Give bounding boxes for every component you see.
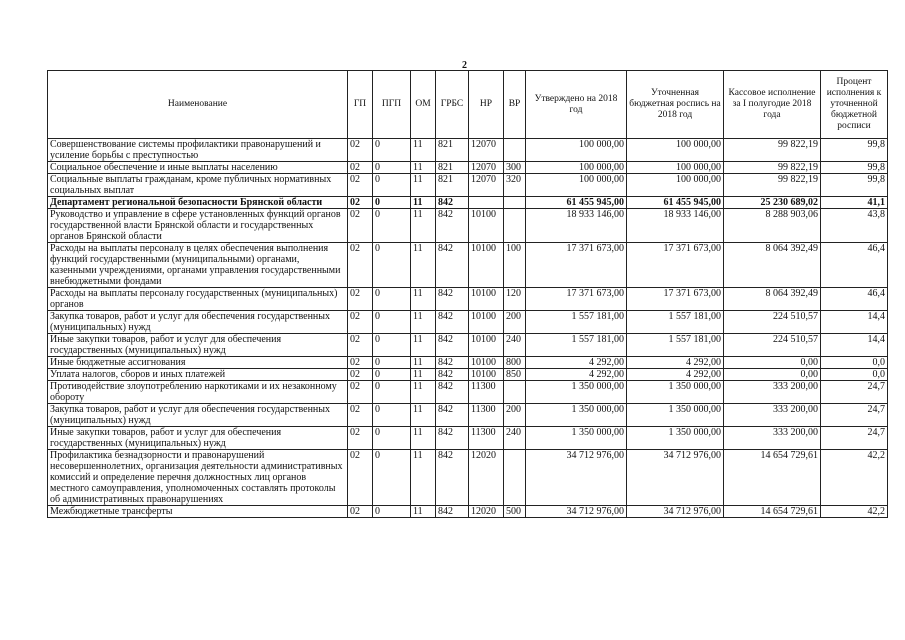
cell-gp: 02 [348, 369, 373, 381]
table-row [48, 209, 888, 243]
table-row [48, 162, 888, 174]
cell-grbs: 842 [436, 369, 469, 381]
cell-name: Расходы на выплаты персоналу государственных (муниципальных) органов [48, 288, 348, 311]
cell-percent: 24,7 [821, 404, 888, 427]
cell-name: Закупка товаров, работ и услуг для обеспечения государственных (муниципальных) нужд [48, 404, 348, 427]
table-row [48, 243, 888, 288]
cell-om: 11 [411, 139, 436, 162]
cell-cash: 224 510,57 [724, 334, 821, 357]
cell-np: 12070 [469, 139, 504, 162]
cell-updated: 4 292,00 [627, 357, 724, 369]
cell-vr: 850 [504, 369, 526, 381]
header-om: ОМ [411, 71, 436, 139]
table-row [48, 404, 888, 427]
cell-updated: 1 557 181,00 [627, 311, 724, 334]
cell-grbs: 842 [436, 243, 469, 288]
cell-ppgp: 0 [373, 450, 411, 506]
cell-updated: 1 557 181,00 [627, 334, 724, 357]
cell-vr [504, 139, 526, 162]
cell-grbs: 821 [436, 162, 469, 174]
cell-ppgp: 0 [373, 209, 411, 243]
cell-gp: 02 [348, 162, 373, 174]
cell-approved: 61 455 945,00 [526, 197, 627, 209]
cell-approved: 34 712 976,00 [526, 506, 627, 518]
cell-np: 10100 [469, 209, 504, 243]
cell-np: 10100 [469, 357, 504, 369]
cell-approved: 4 292,00 [526, 369, 627, 381]
cell-updated: 1 350 000,00 [627, 381, 724, 404]
cell-ppgp: 0 [373, 197, 411, 209]
cell-approved: 18 933 146,00 [526, 209, 627, 243]
table-row [48, 369, 888, 381]
cell-gp: 02 [348, 311, 373, 334]
cell-name: Иные закупки товаров, работ и услуг для обеспечения государственных (муниципальных) нужд [48, 427, 348, 450]
header-name: Наименование [48, 71, 348, 139]
table-body [48, 139, 888, 518]
cell-np: 11300 [469, 404, 504, 427]
cell-vr [504, 381, 526, 404]
cell-percent: 24,7 [821, 381, 888, 404]
cell-cash: 333 200,00 [724, 427, 821, 450]
cell-np [469, 197, 504, 209]
cell-gp: 02 [348, 197, 373, 209]
cell-gp: 02 [348, 450, 373, 506]
cell-updated: 4 292,00 [627, 369, 724, 381]
cell-grbs: 842 [436, 197, 469, 209]
cell-percent: 46,4 [821, 243, 888, 288]
cell-approved: 17 371 673,00 [526, 288, 627, 311]
cell-ppgp: 0 [373, 427, 411, 450]
cell-np: 10100 [469, 288, 504, 311]
table-row [48, 288, 888, 311]
cell-approved: 100 000,00 [526, 174, 627, 197]
cell-name: Уплата налогов, сборов и иных платежей [48, 369, 348, 381]
cell-np: 12070 [469, 162, 504, 174]
header-vr: ВР [504, 71, 526, 139]
cell-percent: 42,2 [821, 506, 888, 518]
cell-cash: 14 654 729,61 [724, 506, 821, 518]
cell-np: 11300 [469, 427, 504, 450]
cell-grbs: 842 [436, 506, 469, 518]
cell-name: Руководство и управление в сфере установленных функций органов государственной власти Брянской области и государственных органов Брянской области [48, 209, 348, 243]
cell-np: 10100 [469, 311, 504, 334]
cell-cash: 99 822,19 [724, 174, 821, 197]
cell-name: Социальные выплаты гражданам, кроме публичных нормативных социальных выплат [48, 174, 348, 197]
cell-om: 11 [411, 427, 436, 450]
cell-grbs: 842 [436, 404, 469, 427]
cell-grbs: 821 [436, 174, 469, 197]
cell-updated: 100 000,00 [627, 139, 724, 162]
cell-gp: 02 [348, 243, 373, 288]
cell-ppgp: 0 [373, 369, 411, 381]
cell-vr: 200 [504, 311, 526, 334]
header-cash: Кассовое исполнение за I полугодие 2018 года [724, 71, 821, 139]
cell-name: Департамент региональной безопасности Брянской области [48, 197, 348, 209]
cell-om: 11 [411, 381, 436, 404]
cell-approved: 34 712 976,00 [526, 450, 627, 506]
cell-updated: 100 000,00 [627, 174, 724, 197]
cell-ppgp: 0 [373, 381, 411, 404]
cell-gp: 02 [348, 209, 373, 243]
cell-ppgp: 0 [373, 243, 411, 288]
cell-cash: 99 822,19 [724, 162, 821, 174]
cell-name: Иные закупки товаров, работ и услуг для обеспечения государственных (муниципальных) нужд [48, 334, 348, 357]
cell-ppgp: 0 [373, 506, 411, 518]
table-row [48, 197, 888, 209]
cell-approved: 1 350 000,00 [526, 427, 627, 450]
cell-ppgp: 0 [373, 139, 411, 162]
cell-vr: 240 [504, 427, 526, 450]
cell-cash: 8 064 392,49 [724, 243, 821, 288]
cell-updated: 17 371 673,00 [627, 243, 724, 288]
header-np: НР [469, 71, 504, 139]
cell-vr [504, 450, 526, 506]
cell-om: 11 [411, 404, 436, 427]
cell-ppgp: 0 [373, 162, 411, 174]
cell-grbs: 842 [436, 357, 469, 369]
cell-cash: 99 822,19 [724, 139, 821, 162]
cell-np: 12020 [469, 506, 504, 518]
cell-percent: 99,8 [821, 162, 888, 174]
cell-approved: 4 292,00 [526, 357, 627, 369]
cell-grbs: 842 [436, 209, 469, 243]
header-gp: ГП [348, 71, 373, 139]
cell-om: 11 [411, 209, 436, 243]
cell-approved: 100 000,00 [526, 139, 627, 162]
cell-name: Социальное обеспечение и иные выплаты населению [48, 162, 348, 174]
cell-name: Закупка товаров, работ и услуг для обеспечения государственных (муниципальных) нужд [48, 311, 348, 334]
cell-np: 10100 [469, 334, 504, 357]
cell-om: 11 [411, 506, 436, 518]
cell-ppgp: 0 [373, 357, 411, 369]
table-header-row [48, 71, 888, 139]
cell-percent: 24,7 [821, 427, 888, 450]
cell-gp: 02 [348, 139, 373, 162]
cell-vr: 120 [504, 288, 526, 311]
cell-om: 11 [411, 334, 436, 357]
cell-percent: 14,4 [821, 311, 888, 334]
header-approved: Утверждено на 2018 год [526, 71, 627, 139]
cell-vr: 240 [504, 334, 526, 357]
cell-om: 11 [411, 450, 436, 506]
cell-grbs: 842 [436, 334, 469, 357]
cell-updated: 100 000,00 [627, 162, 724, 174]
cell-ppgp: 0 [373, 311, 411, 334]
cell-updated: 34 712 976,00 [627, 506, 724, 518]
cell-grbs: 821 [436, 139, 469, 162]
table-row [48, 506, 888, 518]
cell-gp: 02 [348, 506, 373, 518]
cell-name: Противодействие злоупотреблению наркотиками и их незаконному обороту [48, 381, 348, 404]
cell-name: Расходы на выплаты персоналу в целях обеспечения выполнения функций государственными (муниципальными) органами, казенными учреждениями, органами управления государственными внебюджетными фондами [48, 243, 348, 288]
cell-gp: 02 [348, 334, 373, 357]
table-row [48, 139, 888, 162]
cell-percent: 0,0 [821, 369, 888, 381]
cell-cash: 224 510,57 [724, 311, 821, 334]
cell-om: 11 [411, 288, 436, 311]
cell-grbs: 842 [436, 311, 469, 334]
cell-approved: 1 350 000,00 [526, 404, 627, 427]
cell-approved: 1 557 181,00 [526, 311, 627, 334]
cell-gp: 02 [348, 174, 373, 197]
cell-ppgp: 0 [373, 174, 411, 197]
cell-updated: 61 455 945,00 [627, 197, 724, 209]
table-row [48, 334, 888, 357]
cell-cash: 333 200,00 [724, 381, 821, 404]
cell-om: 11 [411, 174, 436, 197]
cell-np: 12070 [469, 174, 504, 197]
cell-vr [504, 209, 526, 243]
cell-om: 11 [411, 369, 436, 381]
cell-om: 11 [411, 197, 436, 209]
cell-gp: 02 [348, 357, 373, 369]
cell-updated: 34 712 976,00 [627, 450, 724, 506]
table-row [48, 174, 888, 197]
budget-execution-table [47, 70, 888, 518]
header-ppgp: ПГП [373, 71, 411, 139]
cell-percent: 99,8 [821, 139, 888, 162]
cell-updated: 18 933 146,00 [627, 209, 724, 243]
cell-grbs: 842 [436, 288, 469, 311]
cell-vr: 100 [504, 243, 526, 288]
cell-om: 11 [411, 162, 436, 174]
cell-vr [504, 197, 526, 209]
cell-percent: 43,8 [821, 209, 888, 243]
cell-vr: 200 [504, 404, 526, 427]
cell-vr: 500 [504, 506, 526, 518]
cell-cash: 0,00 [724, 357, 821, 369]
header-percent: Процент исполнения к уточненной бюджетной росписи [821, 71, 888, 139]
cell-om: 11 [411, 357, 436, 369]
cell-np: 10100 [469, 369, 504, 381]
cell-approved: 1 557 181,00 [526, 334, 627, 357]
cell-vr: 800 [504, 357, 526, 369]
cell-percent: 14,4 [821, 334, 888, 357]
cell-cash: 0,00 [724, 369, 821, 381]
cell-ppgp: 0 [373, 334, 411, 357]
table-row [48, 381, 888, 404]
cell-updated: 17 371 673,00 [627, 288, 724, 311]
cell-approved: 17 371 673,00 [526, 243, 627, 288]
cell-vr: 320 [504, 174, 526, 197]
table-row [48, 450, 888, 506]
cell-om: 11 [411, 311, 436, 334]
cell-gp: 02 [348, 427, 373, 450]
cell-grbs: 842 [436, 427, 469, 450]
cell-cash: 25 230 689,02 [724, 197, 821, 209]
cell-ppgp: 0 [373, 404, 411, 427]
cell-updated: 1 350 000,00 [627, 427, 724, 450]
cell-cash: 8 064 392,49 [724, 288, 821, 311]
cell-grbs: 842 [436, 450, 469, 506]
cell-gp: 02 [348, 404, 373, 427]
page-number: 2 [462, 60, 467, 71]
header-updated: Уточненная бюджетная роспись на 2018 год [627, 71, 724, 139]
cell-grbs: 842 [436, 381, 469, 404]
cell-name: Межбюджетные трансферты [48, 506, 348, 518]
cell-gp: 02 [348, 381, 373, 404]
cell-percent: 0,0 [821, 357, 888, 369]
cell-updated: 1 350 000,00 [627, 404, 724, 427]
table-row [48, 427, 888, 450]
header-grbs: ГРБС [436, 71, 469, 139]
cell-cash: 8 288 903,06 [724, 209, 821, 243]
cell-name: Профилактика безнадзорности и правонарушений несовершеннолетних, организация деятельности административных комиссий и определение перечня должностных лиц органов местного самоуправления, уполномоченных составлять протоколы об административных правонарушениях [48, 450, 348, 506]
table-row [48, 357, 888, 369]
cell-om: 11 [411, 243, 436, 288]
cell-np: 10100 [469, 243, 504, 288]
cell-np: 12020 [469, 450, 504, 506]
table-row [48, 311, 888, 334]
cell-ppgp: 0 [373, 288, 411, 311]
cell-name: Иные бюджетные ассигнования [48, 357, 348, 369]
cell-np: 11300 [469, 381, 504, 404]
cell-approved: 100 000,00 [526, 162, 627, 174]
cell-cash: 14 654 729,61 [724, 450, 821, 506]
cell-gp: 02 [348, 288, 373, 311]
cell-percent: 99,8 [821, 174, 888, 197]
cell-name: Совершенствование системы профилактики правонарушений и усиление борьбы с преступностью [48, 139, 348, 162]
cell-vr: 300 [504, 162, 526, 174]
cell-approved: 1 350 000,00 [526, 381, 627, 404]
cell-percent: 41,1 [821, 197, 888, 209]
cell-percent: 46,4 [821, 288, 888, 311]
cell-cash: 333 200,00 [724, 404, 821, 427]
cell-percent: 42,2 [821, 450, 888, 506]
